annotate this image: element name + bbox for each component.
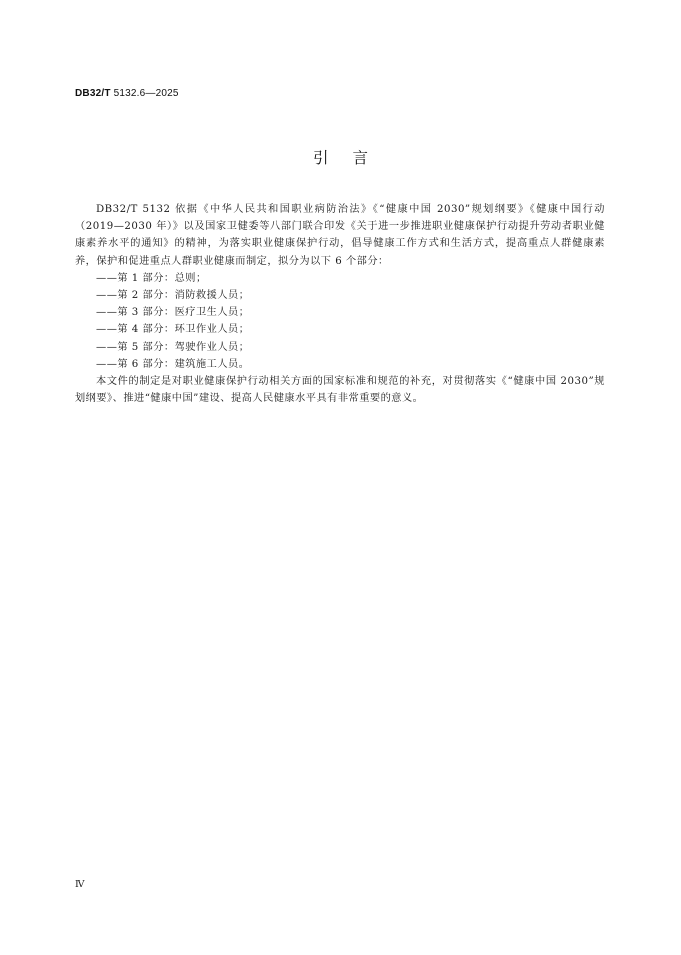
- document-code-prefix: DB32/T: [75, 88, 111, 99]
- section-title: 引言: [312, 149, 392, 167]
- document-code: [75, 88, 179, 99]
- intro-paragraph-1: DB32/T 5132 依据《中华人民共和国职业病防治法》《“健康中国 2030”规划纲要》《健康中国行动（2019—2030 年）》以及国家卫健委等八部门联合印发《关于进一步推进职业健康保护行动提升劳动者职业健康素养水平的通知》的精神，为落实职业健康保护行动，倡导健康工作方式和生活方式，提高重点人群健康素养，保护和促进重点人群职业健康而制定，拟分为以下 6 个部分：: [75, 204, 605, 267]
- page-number: Ⅳ: [75, 879, 85, 890]
- intro-body: [75, 201, 605, 407]
- part-item-1: ——第 1 部分：总则；: [96, 272, 207, 284]
- part-item-6: ——第 6 部分：建筑施工人员。: [96, 358, 250, 370]
- part-item-4: ——第 4 部分：环卫作业人员；: [96, 324, 250, 336]
- part-item-5: ——第 5 部分：驾驶作业人员；: [96, 341, 250, 353]
- parts-list: [75, 270, 605, 373]
- intro-paragraph-2: 本文件的制定是对职业健康保护行动相关方面的国家标准和规范的补充，对贯彻落实《“健康中国 2030”规划纲要》、推进“健康中国”建设、提高人民健康水平具有非常重要的意义。: [75, 376, 605, 405]
- part-item-3: ——第 3 部分：医疗卫生人员；: [96, 307, 250, 319]
- part-item-2: ——第 2 部分：消防救援人员；: [96, 290, 250, 302]
- document-code-number: 5132.6—2025: [110, 88, 179, 99]
